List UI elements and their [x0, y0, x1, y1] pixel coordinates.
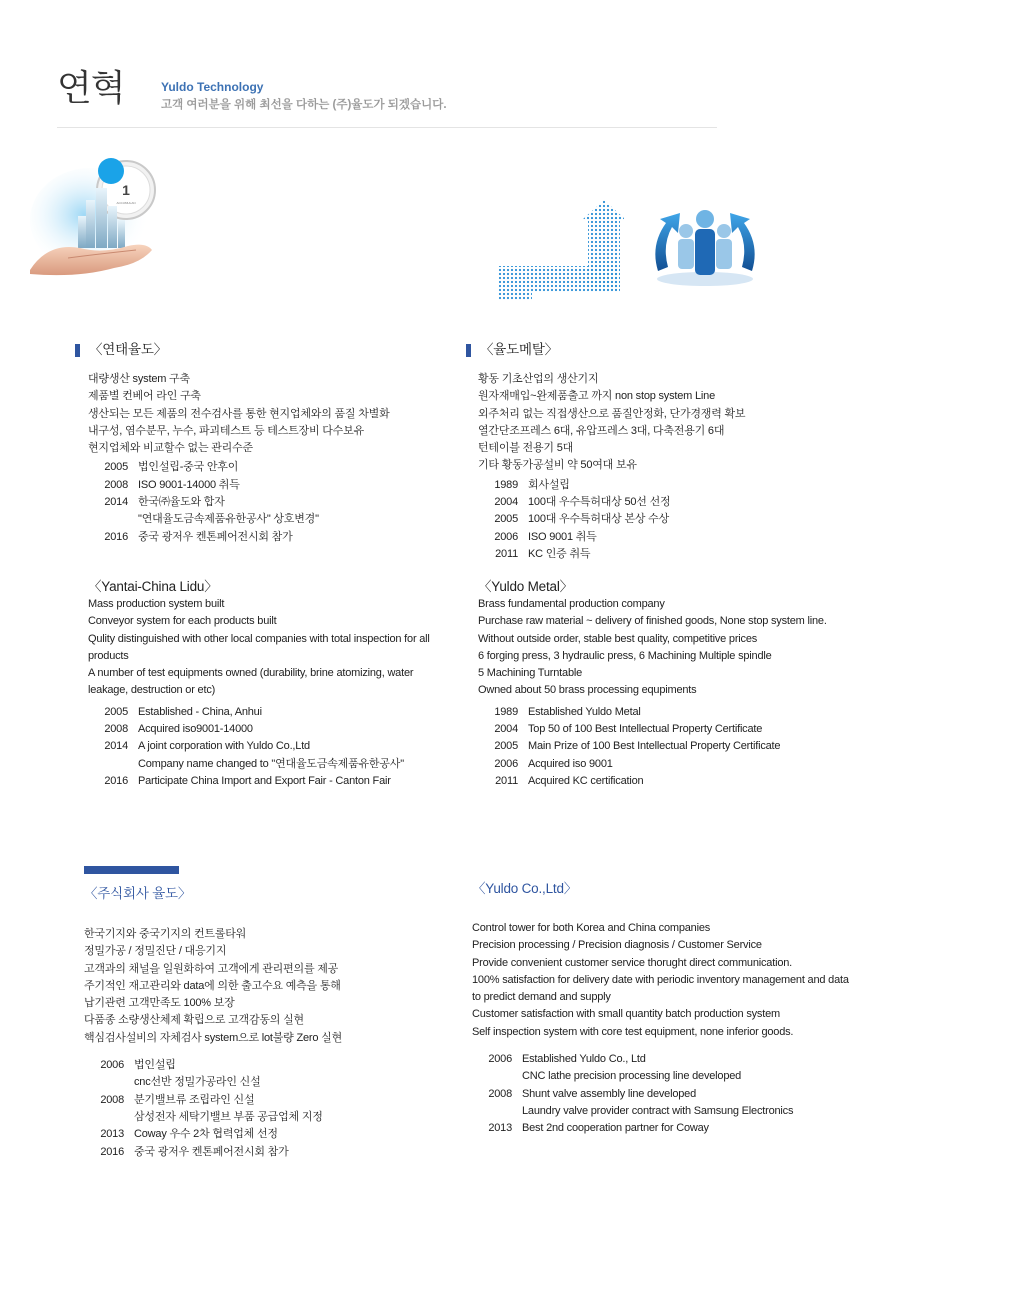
page-header	[57, 66, 717, 128]
list-item: 턴테이블 전용기 5대	[478, 442, 574, 455]
list-item: 주기적인 재고관리와 data에 의한 출고수요 예측을 통해	[84, 979, 341, 992]
list-item: Conveyor system for each products built	[88, 615, 277, 628]
page-title: 연혁	[57, 67, 125, 108]
list-item: Mass production system built	[88, 598, 225, 610]
section-title: 〈Yuldo Co.,Ltd〉	[472, 881, 578, 896]
co-en-section	[472, 880, 852, 1138]
list-item: 한국기지와 중국기지의 컨트롤타워	[84, 928, 247, 940]
history-row: 2013 Coway 우수 2차 협력업체 선정	[100, 1128, 278, 1141]
co-kr-section	[84, 885, 464, 1161]
yantai-kr-section	[75, 341, 455, 546]
growth-arrow-illustration	[498, 200, 624, 300]
history-row: 2016 Participate China Import and Export Fair - Canton Fair	[104, 774, 391, 787]
section-title: 〈Yantai-China Lidu〉	[88, 579, 218, 594]
title-marker	[75, 344, 80, 357]
list-item: 황동 기초산업의 생산기지	[478, 373, 599, 385]
history-row: 2014 A joint corporation with Yuldo Co.,Ltd	[104, 740, 310, 753]
history-row: 2004 100대 우수특허대상 50선 선정	[494, 496, 671, 509]
list-item: Self inspection system with core test equipment, none inferior goods.	[472, 1025, 794, 1038]
history-row: 2005 Main Prize of 100 Best Intellectual Property Certificate	[494, 740, 781, 753]
history-row: "연대율도금속제품유한공사" 상호변경"	[138, 513, 319, 526]
list-item: 제품별 컨베어 라인 구축	[88, 390, 201, 403]
list-item: 다품종 소량생산체제 확립으로 고객감동의 실현	[84, 1014, 304, 1027]
people-arrows-illustration	[650, 205, 760, 287]
section-title: 〈주식회사 율도〉	[84, 886, 192, 901]
badge-caption: ACCUMULAN	[116, 201, 136, 205]
list-item: 외주처리 없는 직접생산으로 품질안정화, 단가경쟁력 확보	[478, 407, 746, 420]
history-row: 2006 Established Yuldo Co., Ltd	[488, 1053, 646, 1066]
history-row: 2013 Best 2nd cooperation partner for Coway	[488, 1122, 709, 1135]
history-row: 2006 ISO 9001 취득	[494, 530, 597, 543]
section-title-text: 〈연태율도〉	[89, 342, 167, 357]
list-item: Provide convenient customer service thorught direct communication.	[472, 956, 793, 969]
history-row: 1989 Established Yuldo Metal	[494, 705, 641, 718]
history-row: 2014 한국㈜율도와 합자	[104, 496, 225, 509]
hand-buildings-illustration	[28, 150, 168, 280]
section-title	[466, 341, 866, 359]
list-item: 6 forging press, 3 hydraulic press, 6 Machining Multiple spindle	[478, 649, 772, 662]
metal-kr-section	[466, 341, 866, 563]
list-item: A number of test equipments owned (durability, brine atomizing, water leakage, destruction or etc)	[88, 667, 414, 697]
history-row: 삼성전자 세탁기밸브 부품 공급업체 지정	[134, 1110, 323, 1123]
tagline: 고객 여러분을 위해 최선을 다하는 (주)율도가 되겠습니다.	[161, 99, 447, 111]
list-item: Purchase raw material ~ delivery of finished goods, None stop system line.	[478, 615, 827, 628]
history-row: 2016 중국 광저우 켄톤페어전시회 참가	[104, 530, 293, 543]
history-row: CNC lathe precision processing line developed	[522, 1070, 742, 1083]
history-row: 2008 ISO 9001-14000 취득	[104, 478, 240, 491]
list-item: Qulity distinguished with other local companies with total inspection for all products	[88, 632, 430, 662]
history-row: 2008 Shunt valve assembly line developed	[488, 1087, 697, 1100]
list-item: 핵심검사설비의 자체검사 system으로 lot불량 Zero 실현	[84, 1031, 342, 1044]
section-title	[75, 341, 455, 359]
history-row: Laundry valve provider contract with Samsung Electronics	[522, 1104, 794, 1117]
list-item: 열간단조프레스 6대, 유압프레스 3대, 다축전용기 6대	[478, 424, 725, 437]
list-item: 생산되는 모든 제품의 전수검사를 통한 현지업체와의 품질 차별화	[88, 407, 390, 420]
list-item: 고객과의 채널을 일원화하여 고객에게 관리편의를 제공	[84, 962, 339, 975]
history-row: 2005 Established - China, Anhui	[104, 705, 262, 718]
title-marker	[466, 344, 471, 357]
brand-name: Yuldo Technology	[161, 80, 264, 94]
metal-en-section	[478, 578, 878, 790]
history-row: 2004 Top 50 of 100 Best Intellectual Property Certificate	[494, 723, 763, 736]
history-row: Company name changed to "연대율도금속제품유한공사"	[138, 757, 404, 770]
history-row: 2006 법인설립	[100, 1059, 176, 1072]
history-row: 2006 Acquired iso 9001	[494, 757, 613, 770]
list-item: 내구성, 염수분무, 누수, 파괴테스트 등 테스트장비 다수보유	[88, 424, 364, 437]
history-row: 2008 분기밸브류 조립라인 신설	[100, 1093, 255, 1106]
list-item: 납기관련 고객만족도 100% 보장	[84, 997, 235, 1010]
history-row: 2016 중국 광저우 켄톤페어전시회 참가	[100, 1145, 289, 1158]
list-item: Owned about 50 brass processing equpiments	[478, 684, 697, 697]
list-item: Customer satisfaction with small quantity batch production system	[472, 1008, 780, 1021]
list-item: Without outside order, stable best quality, competitive prices	[478, 632, 758, 645]
list-item: Precision processing / Precision diagnosis / Customer Service	[472, 939, 762, 952]
list-item: 5 Machining Turntable	[478, 667, 583, 680]
list-item: 현지업체와 비교할수 없는 관리수준	[88, 442, 253, 455]
history-row: 2011 KC 인증 취득	[495, 547, 591, 560]
history-row: 2005 100대 우수특허대상 본상 수상	[494, 513, 670, 526]
section-title: 〈Yuldo Metal〉	[478, 579, 573, 594]
history-row: 2011 Acquired KC certification	[495, 774, 644, 787]
list-item: Brass fundamental production company	[478, 598, 665, 610]
list-item: 기타 황동가공설비 약 50여대 보유	[478, 459, 637, 472]
section-title-text: 〈율도메탈〉	[480, 342, 558, 357]
history-row: 1989 회사설립	[494, 478, 570, 491]
list-item: 대량생산 system 구축	[88, 373, 190, 385]
list-item: 정밀가공 / 정밀진단 / 대응기지	[84, 945, 227, 958]
list-item: 원자재매입~완제품출고 까지 non stop system Line	[478, 390, 715, 403]
history-row: 2005 법인설립-중국 안후이	[104, 461, 239, 474]
yantai-en-section	[88, 578, 440, 790]
list-item: 100% satisfaction for delivery date with periodic inventory management and data to predict demand and supply	[472, 973, 849, 1004]
history-row: cnc선반 정밀가공라인 신설	[134, 1076, 261, 1089]
section-accent-bar	[84, 866, 179, 874]
list-item: Control tower for both Korea and China companies	[472, 922, 711, 934]
history-row: 2008 Acquired iso9001-14000	[104, 723, 253, 736]
badge-number: 1	[122, 182, 130, 198]
